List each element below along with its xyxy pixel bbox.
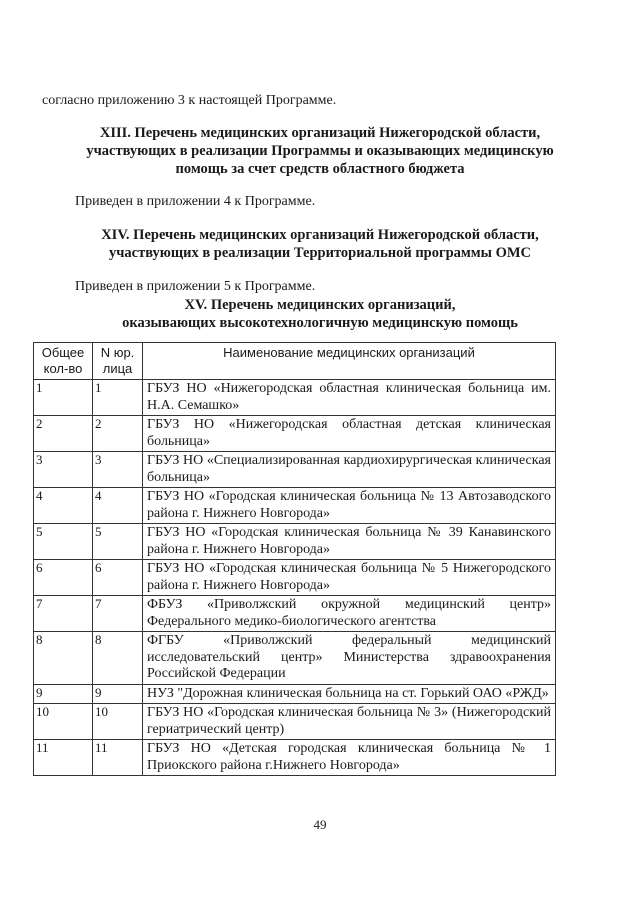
intro-line: согласно приложению 3 к настоящей Программе.	[42, 93, 337, 108]
header-legal-entity-number: N юр. лица	[93, 343, 143, 380]
row-organization-name: ГБУЗ НО «Городская клиническая больница № 13 Автозаводского района г. Нижнего Новгорода»	[143, 488, 556, 524]
row-organization-name: ФГБУ «Приволжский федеральный медицинский исследовательский центр» Министерства здравоохранения Российской Федерации	[143, 632, 556, 685]
row-total: 2	[34, 416, 93, 452]
row-organization-name: ФБУЗ «Приволжский окружной медицинский центр» Федерального медико-биологического агентства	[143, 596, 556, 632]
section13-heading-line-3: помощь за счет средств областного бюджета	[175, 161, 465, 177]
section14-heading-line-2: участвующих в реализации Территориальной программы ОМС	[108, 245, 532, 261]
organizations-table	[33, 342, 556, 776]
table-row	[34, 684, 556, 704]
row-organization-name: ГБУЗ НО «Городская клиническая больница № 39 Канавинского района г. Нижнего Новгорода»	[143, 524, 556, 560]
row-legal: 10	[93, 704, 143, 740]
row-legal: 4	[93, 488, 143, 524]
row-legal: 7	[93, 596, 143, 632]
row-total: 4	[34, 488, 93, 524]
row-total: 1	[34, 380, 93, 416]
row-organization-name: ГБУЗ НО «Городская клиническая больница № 3» (Нижегородский гериатрический центр)	[143, 704, 556, 740]
row-total: 11	[34, 740, 93, 776]
row-total: 5	[34, 524, 93, 560]
row-total: 10	[34, 704, 93, 740]
row-legal: 2	[93, 416, 143, 452]
row-total: 9	[34, 684, 93, 704]
table-row	[34, 488, 556, 524]
row-organization-name: ГБУЗ НО «Нижегородская областная детская клиническая больница»	[143, 416, 556, 452]
row-legal: 8	[93, 632, 143, 685]
header-organization-name: Наименование медицинских организаций	[143, 343, 556, 380]
row-organization-name: ГБУЗ НО «Детская городская клиническая больница № 1 Приокского района г.Нижнего Новгорода»	[143, 740, 556, 776]
row-legal: 11	[93, 740, 143, 776]
table-row	[34, 596, 556, 632]
row-organization-name: НУЗ "Дорожная клиническая больница на ст. Горький ОАО «РЖД»	[143, 684, 556, 704]
header-total-count: Общее кол-во	[34, 343, 93, 380]
table-row	[34, 560, 556, 596]
row-legal: 3	[93, 452, 143, 488]
section13-note: Приведен в приложении 4 к Программе.	[75, 194, 316, 209]
row-legal: 9	[93, 684, 143, 704]
table-row	[34, 452, 556, 488]
row-organization-name: ГБУЗ НО «Специализированная кардиохирургическая клиническая больница»	[143, 452, 556, 488]
row-total: 7	[34, 596, 93, 632]
section15-heading-line-1: XV. Перечень медицинских организаций,	[184, 297, 456, 313]
section14-heading-line-1: XIV. Перечень медицинских организаций Нижегородской области,	[101, 227, 539, 243]
row-total: 3	[34, 452, 93, 488]
table-row	[34, 740, 556, 776]
section13-heading-line-1: XIII. Перечень медицинских организаций Нижегородской области,	[99, 125, 541, 141]
row-legal: 1	[93, 380, 143, 416]
table-header-row	[34, 343, 556, 380]
page-number: 49	[313, 817, 327, 832]
section15-heading-line-2: оказывающих высокотехнологичную медицинскую помощь	[122, 315, 518, 331]
table-row	[34, 416, 556, 452]
row-total: 6	[34, 560, 93, 596]
row-organization-name: ГБУЗ НО «Нижегородская областная клиническая больница им. Н.А. Семашко»	[143, 380, 556, 416]
section14-note: Приведен в приложении 5 к Программе.	[75, 279, 316, 294]
section13-heading-line-2: участвующих в реализации Программы и оказывающих медицинскую	[86, 143, 554, 159]
row-total: 8	[34, 632, 93, 685]
table-row	[34, 524, 556, 560]
row-legal: 6	[93, 560, 143, 596]
table-row	[34, 380, 556, 416]
table-row	[34, 704, 556, 740]
row-organization-name: ГБУЗ НО «Городская клиническая больница № 5 Нижегородского района г. Нижнего Новгорода»	[143, 560, 556, 596]
row-legal: 5	[93, 524, 143, 560]
table-row	[34, 632, 556, 685]
